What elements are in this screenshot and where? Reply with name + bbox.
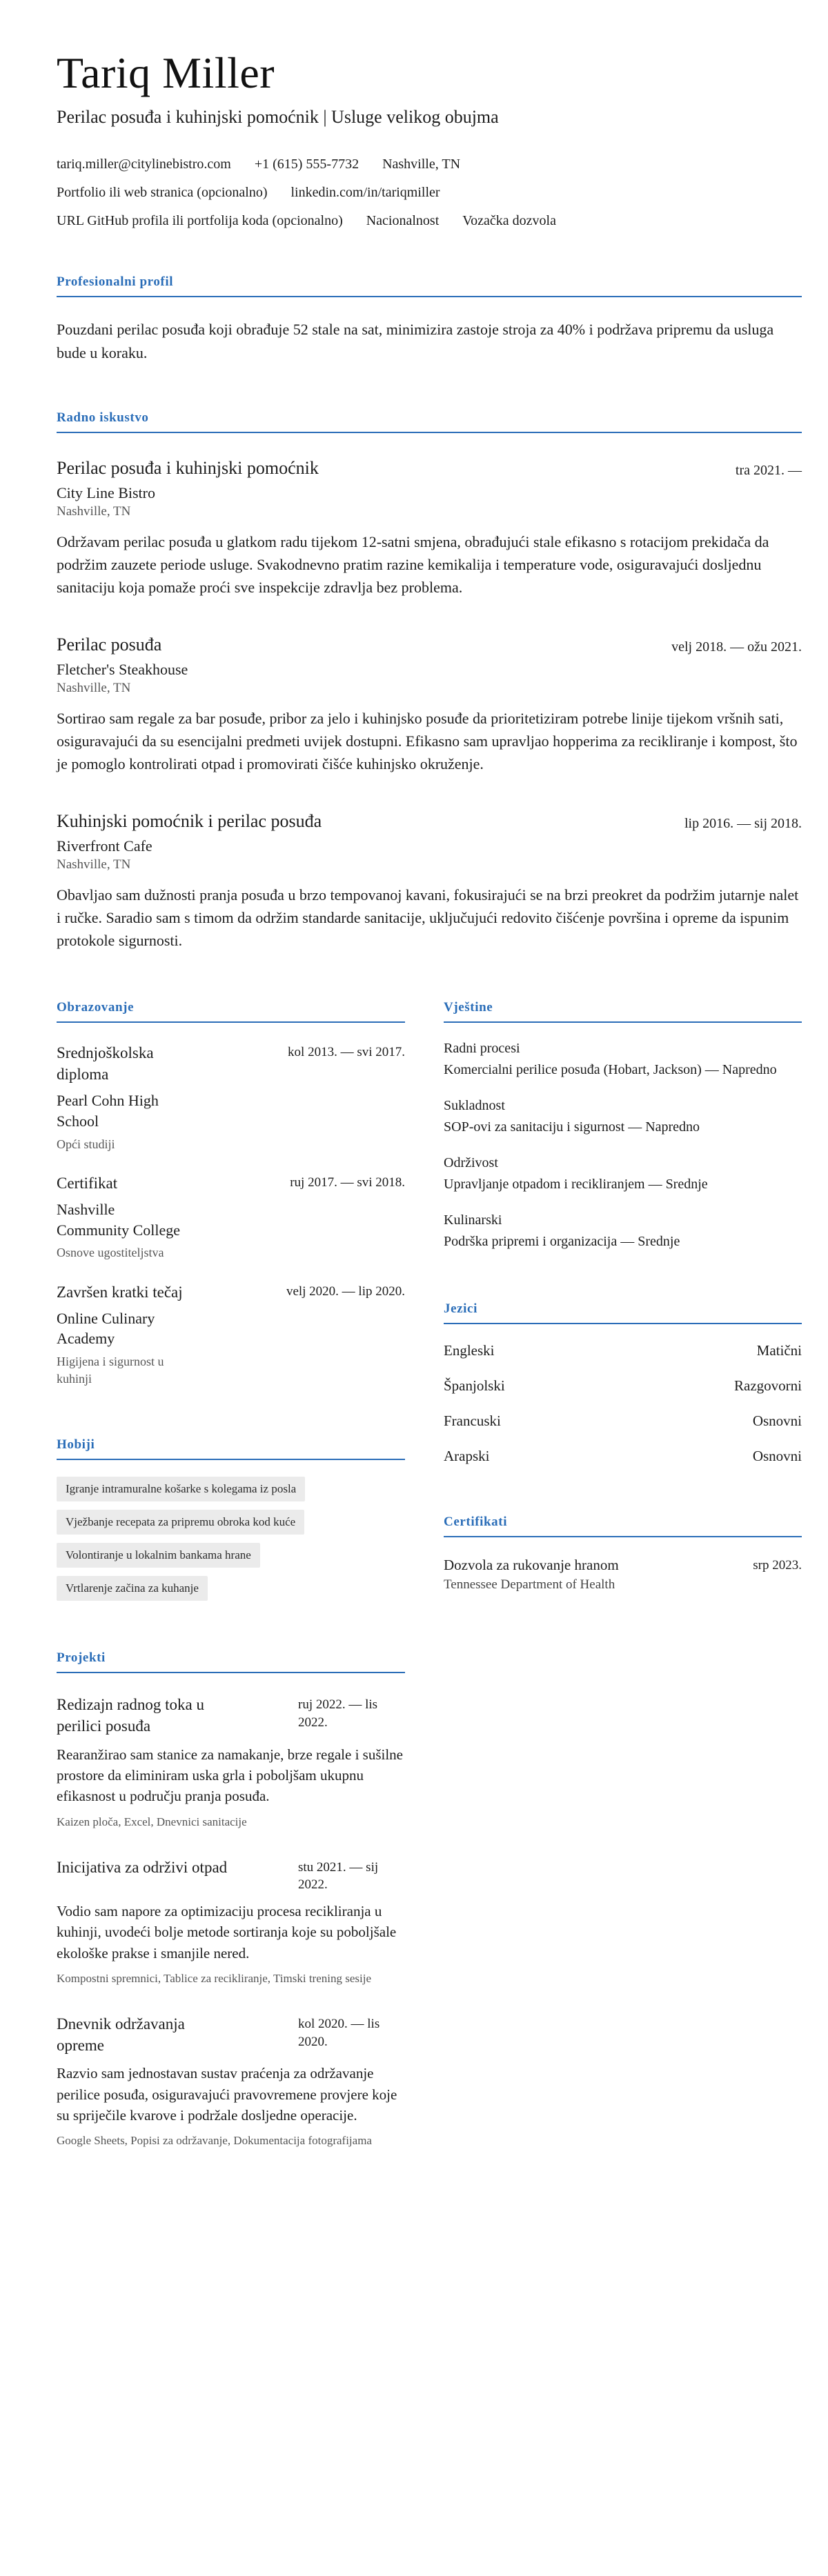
project-title: Redizajn radnog toka u perilici posuđa [57, 1696, 204, 1735]
education-degree: Završen kratki tečaj [57, 1283, 183, 1301]
languages-heading: Jezici [444, 1301, 802, 1324]
project-tools: Google Sheets, Popisi za održavanje, Dokumentacija fotografijama [57, 2134, 372, 2148]
project-description: Vodio sam napore za optimizaciju procesa recikliranja u kuhinji, uvodeći bolje metode sortiranja koje su poboljšale ekološke prakse i smanjile nered. [57, 1902, 397, 1961]
profile-summary: Pouzdani perilac posuđa koji obrađuje 52 stale na sat, minimizira zastoje stroja za 40% i podržava pripremu da usluga bude u koraku. [57, 321, 774, 362]
language-level: Razgovorni [734, 1377, 802, 1395]
section-projects [57, 1650, 405, 2149]
skill-detail: SOP-ovi za sanitaciju i sigurnost — Napredno [444, 1119, 700, 1135]
job-title: Perilac posuđa i kuhinjski pomoćnik [57, 458, 319, 479]
language-row [444, 1448, 802, 1465]
section-education [57, 1000, 405, 1388]
linkedin-link[interactable]: linkedin.com/in/tariqmiller [290, 185, 440, 201]
job-entry [57, 811, 802, 952]
job-description: Obavljao sam dužnosti pranja posuđa u brzo tempovanoj kavani, fokusirajući se na brzi preokret da podržim jutarnje nalet i ručke. Saradio sam s timom da održim standarde sanitacije, uključujući redovito čišćenje površina i opreme da ispunim protokole sigurnosti. [57, 886, 799, 950]
contact-row-1 [57, 157, 802, 172]
contact-row-3 [57, 213, 802, 229]
certificate-issuer: Tennessee Department of Health [444, 1577, 615, 1592]
education-school: Online Culinary Academy [57, 1309, 155, 1348]
skill-category: Kulinarski [444, 1212, 502, 1228]
education-dates: ruj 2017. — svi 2018. [290, 1175, 405, 1190]
job-dates: tra 2021. — [735, 463, 802, 479]
left-column [57, 1000, 405, 2149]
experience-heading: Radno iskustvo [57, 410, 802, 433]
project-title: Dnevnik održavanja opreme [57, 2015, 185, 2055]
certificate-title: Dozvola za rukovanje hranom [444, 1557, 619, 1574]
education-school: Nashville Community College [57, 1201, 181, 1239]
language-level: Matični [756, 1342, 802, 1359]
projects-heading: Projekti [57, 1650, 405, 1673]
education-degree: Certifikat [57, 1175, 118, 1192]
contact-info [57, 157, 802, 229]
language-row [444, 1377, 802, 1395]
project-entry [57, 1857, 405, 1987]
job-title: Perilac posuđa [57, 635, 162, 655]
hobby-tag: Vježbanje recepata za pripremu obroka kod kuće [57, 1510, 304, 1535]
drivers-license-label: Vozačka dozvola [462, 213, 556, 229]
project-header [57, 1694, 405, 1737]
right-column [444, 1000, 802, 1592]
phone-number: +1 (615) 555-7732 [254, 157, 359, 172]
profile-heading: Profesionalni profil [57, 274, 802, 297]
education-heading: Obrazovanje [57, 1000, 405, 1023]
skill-entry [444, 1041, 802, 1080]
certificates-heading: Certifikati [444, 1515, 802, 1537]
project-header [57, 2013, 405, 2056]
two-column-area [57, 1000, 802, 2149]
job-location: Nashville, TN [57, 857, 131, 872]
section-work-experience [57, 410, 802, 952]
education-dates: kol 2013. — svi 2017. [288, 1045, 405, 1060]
email-link[interactable]: tariq.miller@citylinebistro.com [57, 157, 231, 172]
certificate-date: srp 2023. [753, 1558, 802, 1573]
education-main [57, 1042, 188, 1153]
skill-detail: Upravljanje otpadom i recikliranjem — Srednje [444, 1177, 708, 1192]
portfolio-placeholder: Portfolio ili web stranica (opcionalno) [57, 185, 268, 201]
language-level: Osnovni [752, 1448, 802, 1465]
education-main [57, 1172, 188, 1262]
hobby-tag: Igranje intramuralne košarke s kolegama iz posla [57, 1477, 305, 1501]
job-header [57, 811, 802, 832]
job-description: Sortirao sam regale za bar posuđe, pribor za jelo i kuhinjsko posuđe da prioritetiziram potrebe linije tijekom vršnih sati, osiguravajući da su esencijalni predmeti uvijek dostupni. Efikasno sam upravljao hopperima za recikliranje i kompost, što je pomoglo kontrolirati otpad i promovirati čišće kuhinjsko okruženje. [57, 710, 798, 773]
language-name: Španjolski [444, 1377, 505, 1395]
education-entry [57, 1281, 405, 1388]
language-level: Osnovni [752, 1412, 802, 1430]
job-description: Održavam perilac posuđa u glatkom radu tijekom 12-satni smjena, obrađujući stale efikasno s rotacijom prekidača da podržim zauzete periode usluge. Svakodnevno pratim razine kemikalija i temperature vode, osiguravajući dosljednu sanitaciju koja pomaže proći sve inspekcije zdravlja bez problema. [57, 533, 769, 597]
project-dates: stu 2021. — sij 2022. [298, 1859, 379, 1893]
job-dates: lip 2016. — sij 2018. [684, 816, 802, 832]
github-placeholder: URL GitHub profila ili portfolija koda (opcionalno) [57, 213, 343, 229]
skill-entry [444, 1155, 802, 1195]
hobby-tags [57, 1477, 405, 1601]
location-text: Nashville, TN [382, 157, 461, 172]
section-certificates [444, 1515, 802, 1592]
hobby-tag: Volontiranje u lokalnim bankama hrane [57, 1543, 260, 1568]
contact-row-2 [57, 185, 802, 201]
hobbies-heading: Hobiji [57, 1437, 405, 1460]
job-header [57, 458, 802, 479]
skill-detail: Podrška pripremi i organizacija — Srednje [444, 1234, 680, 1250]
education-entry [57, 1172, 405, 1262]
skill-entry [444, 1212, 802, 1252]
resume-header [57, 50, 802, 229]
education-entry [57, 1042, 405, 1153]
language-row [444, 1412, 802, 1430]
project-description: Rearanžirao sam stanice za namakanje, brze regale i sušilne prostore da eliminiram uska grla i poboljšam ukupnu efikasnost u području pranja posuđa. [57, 1746, 404, 1805]
job-header [57, 635, 802, 655]
education-detail: Higijena i sigurnost u kuhinji [57, 1355, 164, 1386]
project-entry [57, 2013, 405, 2149]
language-name: Francuski [444, 1412, 501, 1430]
skill-entry [444, 1098, 802, 1137]
company-name: Riverfront Cafe [57, 837, 152, 855]
section-languages [444, 1301, 802, 1465]
certificate-entry [444, 1557, 802, 1592]
project-dates: kol 2020. — lis 2020. [298, 2017, 380, 2049]
job-location: Nashville, TN [57, 681, 131, 696]
language-name: Engleski [444, 1342, 495, 1359]
project-description: Razvio sam jednostavan sustav praćenja za održavanje perilice posuđa, osiguravajući pravovremene provjere koje su spriječile kvarove i podržale dosljedne operacije. [57, 2065, 397, 2124]
project-header [57, 1857, 405, 1894]
education-detail: Osnove ugostiteljstva [57, 1246, 164, 1260]
certificate-header [444, 1557, 802, 1574]
education-school: Pearl Cohn High School [57, 1092, 159, 1130]
language-row [444, 1342, 802, 1359]
project-dates: ruj 2022. — lis 2022. [298, 1697, 378, 1730]
education-degree: Srednjoškolska diploma [57, 1044, 154, 1084]
skill-category: Sukladnost [444, 1098, 505, 1114]
project-entry [57, 1694, 405, 1830]
skill-detail: Komercialni perilice posuđa (Hobart, Jackson) — Napredno [444, 1062, 777, 1078]
job-title: Kuhinjski pomoćnik i perilac posuđa [57, 811, 322, 832]
skill-category: Održivost [444, 1155, 498, 1171]
language-name: Arapski [444, 1448, 490, 1465]
job-entry [57, 458, 802, 599]
candidate-job-title: Perilac posuđa i kuhinjski pomoćnik | Usluge velikog obujma [57, 107, 499, 128]
candidate-name: Tariq Miller [57, 48, 275, 97]
section-skills [444, 1000, 802, 1252]
section-professional-profile [57, 274, 802, 365]
job-dates: velj 2018. — ožu 2021. [671, 639, 802, 655]
company-name: City Line Bistro [57, 484, 155, 502]
skills-heading: Vještine [444, 1000, 802, 1023]
job-location: Nashville, TN [57, 504, 131, 519]
job-entry [57, 635, 802, 775]
hobby-tag: Vrtlarenje začina za kuhanje [57, 1576, 208, 1601]
project-title: Inicijativa za održivi otpad [57, 1858, 228, 1876]
section-hobbies [57, 1437, 405, 1601]
project-tools: Kaizen ploča, Excel, Dnevnici sanitacije [57, 1815, 247, 1828]
education-main [57, 1281, 188, 1388]
skill-category: Radni procesi [444, 1041, 520, 1057]
education-detail: Opći studiji [57, 1137, 115, 1151]
education-dates: velj 2020. — lip 2020. [286, 1284, 405, 1299]
nationality-label: Nacionalnost [366, 213, 440, 229]
company-name: Fletcher's Steakhouse [57, 661, 188, 679]
project-tools: Kompostni spremnici, Tablice za recikliranje, Timski trening sesije [57, 1972, 371, 1986]
